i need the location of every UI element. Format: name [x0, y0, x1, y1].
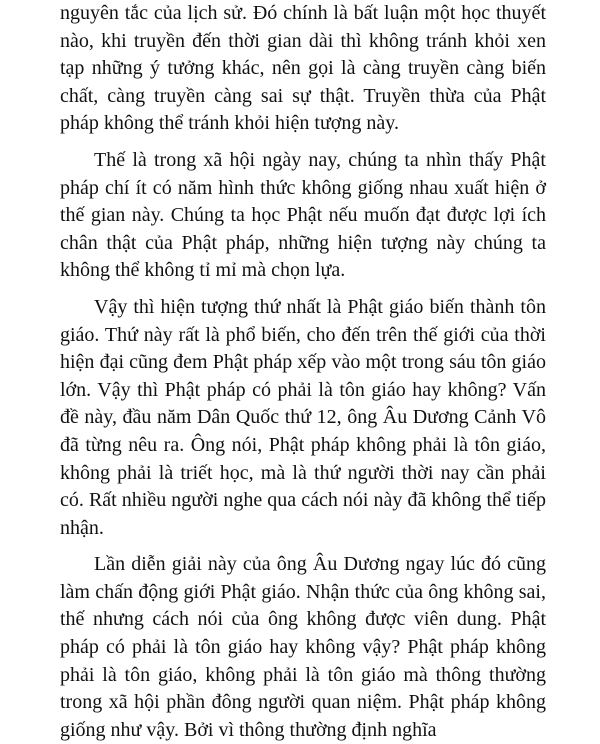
- book-page: [60, 0, 546, 744]
- paragraph-2: Thế là trong xã hội ngày nay, chúng ta nhìn thấy Phật pháp chí ít có năm hình thức không giống nhau xuất hiện ở thế gian này. Chúng ta học Phật nếu muốn đạt được lợi ích chân thật của Phật pháp, những hiện tượng này chúng ta không thể không tỉ mỉ mà chọn lựa.: [60, 148, 546, 282]
- paragraph-4: Lần diễn giải này của ông Âu Dương ngay lúc đó cũng làm chấn động giới Phật giáo. Nhận thức của ông không sai, thế nhưng cách nói của ông không được viên dung. Phật pháp có phải là tôn giáo hay không vậy? Phật pháp không phải là tôn giáo, không phải là tôn giáo mà thông thường trong xã hội phần đông người quan niệm. Phật pháp không giống như vậy. Bởi vì thông thường định nghĩa: [60, 553, 546, 741]
- paragraph-1: nguyên tắc của lịch sử. Đó chính là bất luận một học thuyết nào, khi truyền đến thời gian dài thì không tránh khỏi xen tạp những ý tưởng khác, nên gọi là càng truyền càng biến chất, càng truyền càng sai sự thật. Truyền thừa của Phật pháp không thể tránh khỏi hiện tượng này.: [60, 2, 546, 135]
- paragraph-3: Vậy thì hiện tượng thứ nhất là Phật giáo biến thành tôn giáo. Thứ này rất là phổ biến, cho đến trên thế giới của thời hiện đại cũng đem Phật pháp xếp vào một trong sáu tôn giáo lớn. Vậy thì Phật pháp có phải là tôn giáo hay không? Vấn đề này, đầu năm Dân Quốc thứ 12, ông Âu Dương Cảnh Vô đã từng nêu ra. Ông nói, Phật pháp không phải là tôn giáo, không phải là triết học, mà là thứ người thời nay cần phải có. Rất nhiều người nghe qua cách nói này đã không thể tiếp nhận.: [60, 295, 546, 539]
